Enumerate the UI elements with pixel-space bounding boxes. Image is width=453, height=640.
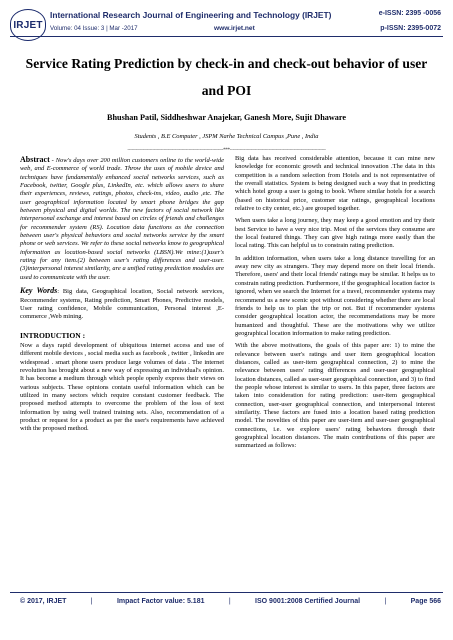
paragraph: With the above motivations, the goals of this paper are: 1) to mine the relevance between user's ratings and user item geographical location distances, called as user-item geographical connection, 2) to mine the relevance between users' rating differences and user-user geographical location distances, called as user-user geographical connection, and 3) to find the people whose interest is similar to users. In this paper, three factors are taken into consideration for rating prediction: user-item geographical connection, user-user geographical connection, and interpersonal interest similarity. These factors are fused into a location based rating prediction model. The novelties of this paper are user-item and user-user geographical connections, i.e. we explore users' rating behaviors through their geographical location distances. The main contributions of this paper are summarized as follows: [235,342,435,450]
keywords-text: : Big data, Geographical location, Social network services, Recommender systems, Rating prediction, Smart Phones, Predictive models, User rating confidence, Mobile communication, Personal interest ,E-commerce ,Web mining. [20,288,225,321]
volume-issue: Volume: 04 Issue: 3 | Mar -2017 [50,25,138,32]
footer-divider-bar: | [228,598,231,605]
section-separator: ---------------------------------------------------------------------***--------------------------------------------------------------------- [127,147,326,153]
footer-iso: ISO 9001:2008 Certified Journal [255,598,361,605]
left-column [20,156,224,439]
introduction-heading: INTRODUCTION : [20,330,86,340]
abstract-label: Abstract [20,155,50,164]
paper-authors: Bhushan Patil, Siddheshwar Anajekar, Ganesh More, Sujit Dhaware [107,113,346,122]
keywords-label: Key Words [20,286,58,296]
footer-copyright: © 2017, IRJET [20,598,67,605]
introduction-text: Now a days rapid development of ubiquitous internet access and use of different mobile devices , social media such as facebook , twitter , linkedin are widespread . smart phone users produce large volumes of data . The internet revolution has brought about a new way of expressing an individual's opinion. It has become a medium through which people openly express their views on various subjects. These opinions contain useful information which can be utilized in many sectors which require constant customer feedback. The proposed method attempts to overcome the problem of the loss of text information by using well trained training sets. Also, recommendation of a product or request for a product as per the user's requirements have achieved with the proposed method. [20,341,224,433]
journal-website-link[interactable]: www.irjet.net [214,25,255,32]
paper-title: Service Rating Prediction by check-in and check-out behavior of user and POI [25,56,428,98]
paragraph: In addition information, when users take a long distance travelling for an away new city as strangers. They may depend more on their local friends. Therefore, users' and their local friends' ratings may be similar. It helps us to constrain rating prediction. Furthermore, if the geographical location factor is ignored, when we search the Internet for a travel, recommender systems may recommend us a new scenic spot without considering whether there are local friends to help us to plan the trip or not. But if recommender systems consider geographical location actor, the recommendations may be more humanized and thoughtful. These are the motivations why we utilize geographical location information to make rating prediction. [235,254,435,337]
journal-logo: IRJET [10,9,46,41]
footer-impact-factor: Impact Factor value: 5.181 [116,598,205,605]
footer-divider-bar: | [384,598,387,605]
journal-title: International Research Journal of Engineering and Technology (IRJET) [50,10,332,20]
abstract-text: - Now's days over 200 million customers online to the world-wide web, and E-commerce of world trade. Throw the uses of mobile device and techniques have fundamentally enhanced social networks services, such as Facebook, twitter, Google plus, LinkedIn, etc. which allows users to share their experiences, reviews, ratings, photos, check-ins, video, audio ,etc. The user geographical information located by smart phone bridges the gap between physical and digital worlds. The new factors of social network like interpersonal exchange and interest based on circles of friends and challenges for recommender system (RS). Location data functions as the connection between user's physical behaviors and social networks service by the smart phone or web services. We refer to these social networks know to geographical information as location-based social networks (LBSN).We mine:(1)user's rating for any item.(2) between user's rating differences and user-user.(3)interpersonal interest similarity, are a unified rating prediction modules are used to communicate with the user. [20,157,224,281]
footer-divider [10,592,443,593]
paragraph: Big data has received considerable attention, because it can mine new knowledge for economic growth and technical innovation .The data in this competition is a random selection from Hotels and is not representative of the overall statistics. System is being designed such a way that in predicting which hotel group a user is going to book. Where similar hotels for a search (based on historical price, customer star ratings, geographical locations relative to city center, etc.) are grouped together. [235,155,435,213]
pissn: p-ISSN: 2395-0072 [380,25,441,32]
page-footer [20,598,441,605]
keywords [20,287,224,321]
footer-divider-bar: | [90,598,93,605]
footer-page-number: Page 566 [410,598,441,605]
right-column [235,155,435,455]
paragraph: When users take a long journey, they may keep a good emotion and try their best Service to have a very nice trip. Most of the services they consume are the local featured things. They can give high ratings more easily than the local rating. This can helpful us to constrain rating prediction. [235,217,435,250]
header-divider [10,36,443,37]
eissn: e-ISSN: 2395 -0056 [378,10,441,17]
paper-affiliation: Students , B.E Computer , JSPM Narhe Technical Campus ,Pune , India [134,133,319,140]
abstract [20,156,224,282]
